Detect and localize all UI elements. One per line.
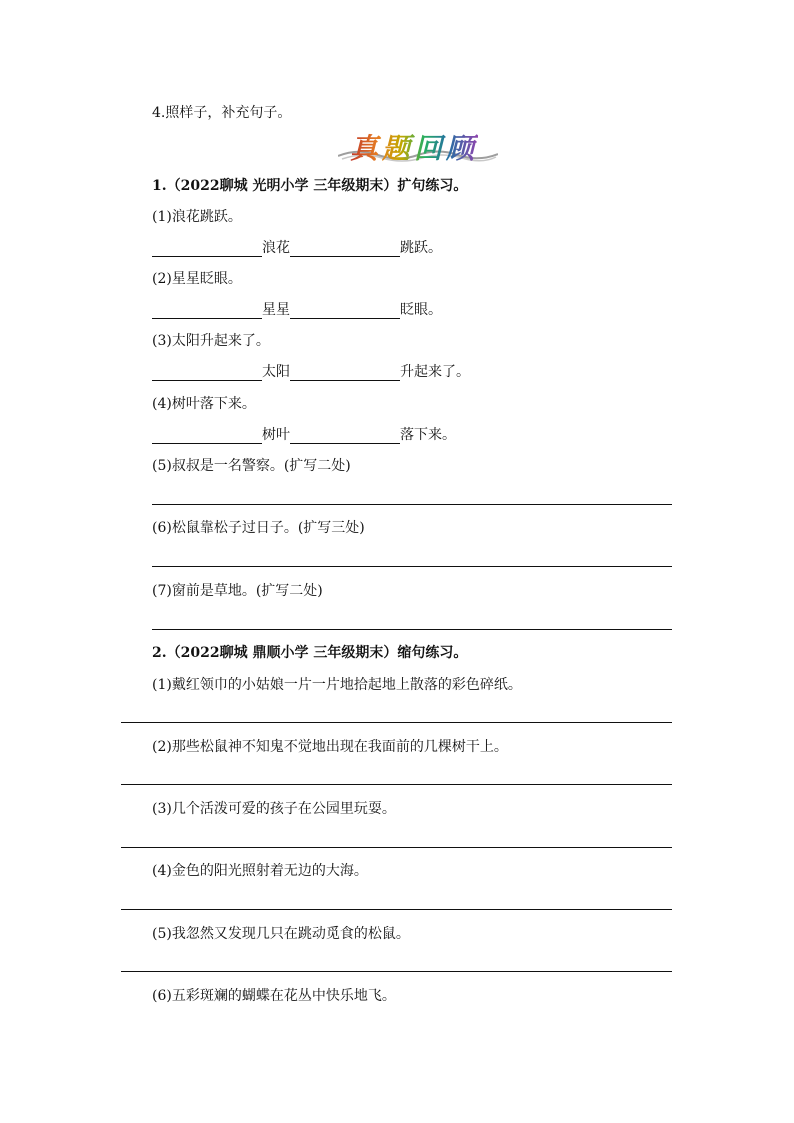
answer-blank[interactable] (152, 240, 262, 257)
answer-line[interactable] (152, 629, 672, 630)
fill-word: 落下来。 (400, 427, 456, 443)
answer-line[interactable] (121, 847, 672, 848)
answer-line[interactable] (152, 504, 672, 505)
answer-line[interactable] (121, 971, 672, 972)
q1-item-4-prompt: (4)树叶落下来。 (152, 396, 256, 412)
answer-blank[interactable] (152, 302, 262, 319)
q1-item-3-fill (152, 363, 470, 381)
section-title: 真题回顾 (350, 132, 479, 165)
q1-item-2-prompt: (2)星星眨眼。 (152, 271, 242, 287)
fill-word: 跳跃。 (400, 240, 442, 256)
answer-line[interactable] (121, 909, 672, 910)
fill-word: 星星 (262, 302, 290, 318)
q1-item-1-fill (152, 239, 442, 257)
fill-word: 升起来了。 (400, 364, 470, 380)
fill-word: 眨眼。 (400, 302, 442, 318)
q1-item-2-fill (152, 301, 442, 319)
answer-blank[interactable] (290, 364, 400, 381)
q1-title: 1.（2022聊城 光明小学 三年级期末）扩句练习。 (152, 178, 468, 194)
q2-item-4-prompt: (4)金色的阳光照射着无边的大海。 (152, 863, 368, 879)
fill-word: 树叶 (262, 427, 290, 443)
answer-blank[interactable] (290, 302, 400, 319)
q1-item-5-prompt: (5)叔叔是一名警察。(扩写二处) (152, 458, 351, 474)
answer-line[interactable] (152, 566, 672, 567)
q1-item-1-prompt: (1)浪花跳跃。 (152, 209, 242, 225)
q2-item-6-prompt: (6)五彩斑斓的蝴蝶在花丛中快乐地飞。 (152, 988, 396, 1004)
fill-word: 太阳 (262, 364, 290, 380)
answer-blank[interactable] (152, 364, 262, 381)
q2-item-3-prompt: (3)几个活泼可爱的孩子在公园里玩耍。 (152, 801, 396, 817)
q1-item-6-prompt: (6)松鼠靠松子过日子。(扩写三处) (152, 520, 365, 536)
q1-item-7-prompt: (7)窗前是草地。(扩写二处) (152, 583, 323, 599)
answer-blank[interactable] (152, 427, 262, 444)
q2-item-5-prompt: (5)我忽然又发现几只在跳动觅食的松鼠。 (152, 926, 410, 942)
q1-item-3-prompt: (3)太阳升起来了。 (152, 333, 270, 349)
q2-item-2-prompt: (2)那些松鼠神不知鬼不觉地出现在我面前的几棵树干上。 (152, 739, 508, 755)
answer-blank[interactable] (290, 427, 400, 444)
fill-word: 浪花 (262, 240, 290, 256)
answer-line[interactable] (121, 784, 672, 785)
answer-blank[interactable] (290, 240, 400, 257)
q1-item-4-fill (152, 426, 456, 444)
q2-title: 2.（2022聊城 鼎顺小学 三年级期末）缩句练习。 (152, 645, 468, 661)
q2-item-1-prompt: (1)戴红领巾的小姑娘一片一片地拾起地上散落的彩色碎纸。 (152, 677, 522, 693)
section-title-banner (338, 132, 498, 168)
answer-line[interactable] (121, 722, 672, 723)
exercise-heading: 4.照样子，补充句子。 (152, 105, 292, 121)
